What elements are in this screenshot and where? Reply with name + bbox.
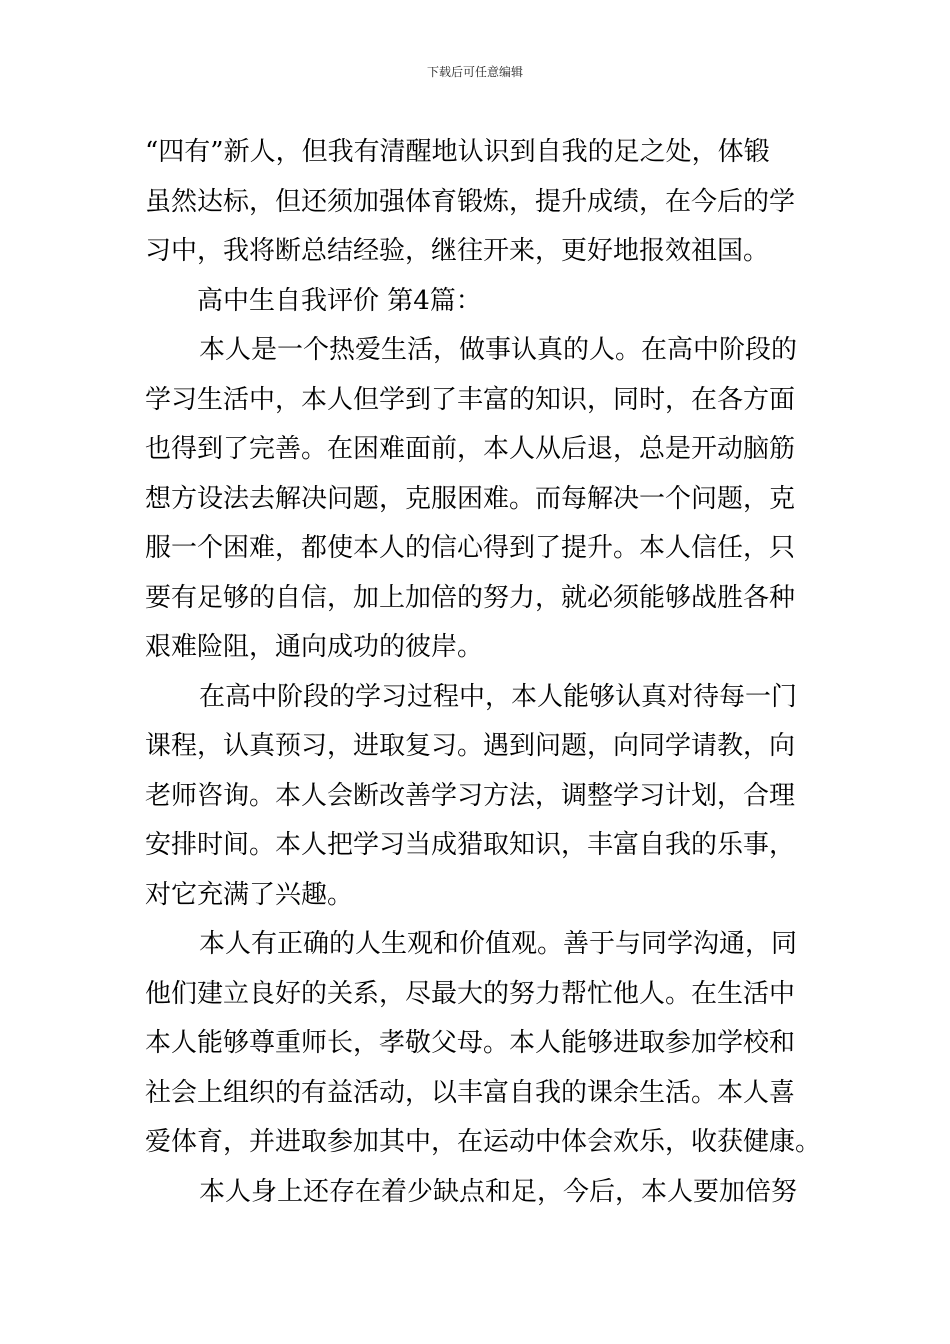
- text-line: 老师咨询。本人会断改善学习方法，调整学习计划，合理: [145, 780, 796, 811]
- text-line: 本人能够尊重师长，孝敬父母。本人能够进取参加学校和: [145, 1028, 796, 1058]
- paragraph: [145, 920, 822, 1168]
- text-line: 想方设法去解决问题，克服困难。而每解决一个问题，克: [145, 483, 796, 514]
- text-line: 虽然达标，但还须加强体育锻炼，提升成绩，在今后的学: [145, 186, 796, 217]
- section-title-text: 高中生自我评价 第4篇：: [197, 285, 482, 316]
- paragraph: [145, 1168, 810, 1218]
- text-line: 习中，我将断总结经验，继往开来，更好地报效祖国。: [145, 236, 770, 266]
- paragraph: [145, 673, 810, 921]
- text-line: 社会上组织的有益活动，以丰富自我的课余生活。本人喜: [145, 1077, 796, 1108]
- document-body: [145, 128, 822, 1217]
- text-line: 本人有正确的人生观和价值观。善于与同学沟通，同: [199, 929, 798, 959]
- text-line: 也得到了完善。在困难面前，本人从后退，总是开动脑筋: [145, 434, 796, 464]
- text-line: 服一个困难，都使本人的信心得到了提升。本人信任，只: [145, 533, 796, 563]
- text-line: 安排时间。本人把学习当成猎取知识，丰富自我的乐事，: [145, 830, 796, 860]
- text-line: 本人身上还存在着少缺点和足，今后，本人要加倍努: [199, 1176, 798, 1207]
- text-line: 学习生活中，本人但学到了丰富的知识，同时，在各方面: [145, 384, 796, 415]
- paragraph-continuation: [145, 128, 810, 277]
- text-line: 要有足够的自信，加上加倍的努力，就必须能够战胜各种: [145, 582, 796, 613]
- text-line: 艰难险阻，通向成功的彼岸。: [145, 632, 484, 662]
- text-line: 课程，认真预习，进取复习。遇到问题，向同学请教，向: [145, 731, 796, 761]
- text-line: 他们建立良好的关系，尽最大的努力帮忙他人。在生活中: [145, 978, 796, 1009]
- text-line: 本人是一个热爱生活，做事认真的人。在高中阶段的: [199, 335, 798, 365]
- text-line: 在高中阶段的学习过程中，本人能够认真对待每一门: [199, 681, 798, 712]
- paragraph: [145, 326, 810, 673]
- text-line: “四有”新人，但我有清醒地认识到自我的足之处，体锻: [145, 137, 770, 167]
- text-line: 爱体育，并进取参加其中，在运动中体会欢乐，收获健康。: [145, 1127, 822, 1157]
- section-title: [145, 277, 810, 327]
- text-line: 对它充满了兴趣。: [145, 879, 354, 910]
- page-header: 下载后可任意编辑: [426, 65, 523, 79]
